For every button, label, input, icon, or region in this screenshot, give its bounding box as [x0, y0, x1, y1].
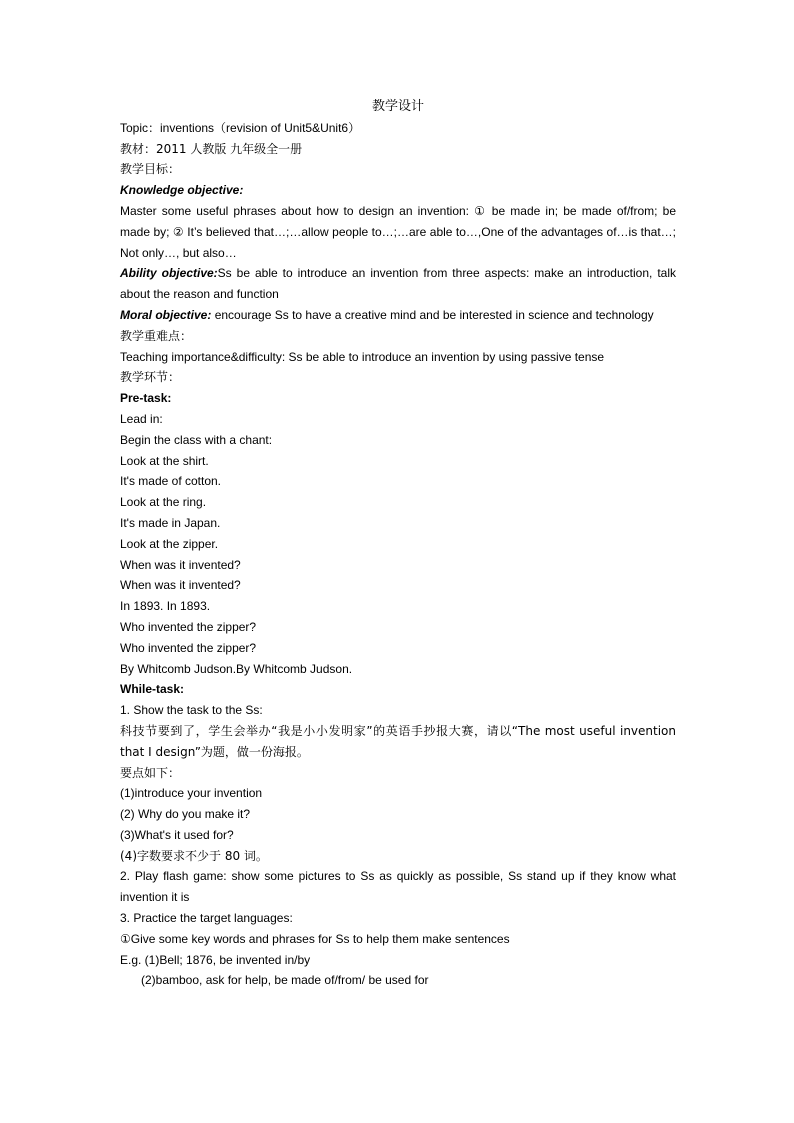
- chant-intro: Begin the class with a chant:: [120, 432, 273, 447]
- textbook-line: 教材：2011 人教版 九年级全一册: [120, 141, 303, 156]
- points-heading: 要点如下：: [120, 765, 181, 780]
- ability-objective-text: Ss be able to introduce an invention from three aspects: make an introduction, talk about the reason and function: [120, 266, 676, 302]
- goals-heading: 教学目标：: [120, 162, 181, 177]
- chant-line: It's made in Japan.: [120, 515, 221, 530]
- chant-line: Who invented the zipper?: [120, 619, 257, 634]
- step1-heading: 1. Show the task to the Ss:: [120, 703, 263, 718]
- chant-line: Look at the zipper.: [120, 536, 219, 551]
- steps-heading: 教学环节：: [120, 370, 181, 385]
- moral-objective: [120, 305, 676, 326]
- step3-heading: 3. Practice the target languages:: [120, 911, 293, 926]
- knowledge-objective-text: Master some useful phrases about how to design an invention: ① be made in; be made of/from; be made by; ② It’s believed that…;…allow people to…;…are able to…,One of the advantages of…is that…; Not only…, but also…: [120, 203, 676, 260]
- knowledge-objective-label: Knowledge objective:: [120, 183, 244, 198]
- point-item: (4)字数要求不少于 80 词。: [120, 848, 268, 863]
- lead-in-label: Lead in:: [120, 411, 163, 426]
- ability-objective: [120, 263, 676, 305]
- point-item: (1)introduce your invention: [120, 786, 263, 801]
- moral-objective-text: encourage Ss to have a creative mind and be interested in science and technology: [211, 307, 654, 322]
- chant-line: Look at the ring.: [120, 495, 207, 510]
- chant-line: Look at the shirt.: [120, 453, 209, 468]
- chant-line: It's made of cotton.: [120, 474, 222, 489]
- chant-line: When was it invented?: [120, 578, 241, 593]
- chant-line: By Whitcomb Judson.By Whitcomb Judson.: [120, 661, 353, 676]
- document-page: [120, 97, 676, 991]
- example-line-1: E.g. (1)Bell; 1876, be invented in/by: [120, 952, 311, 967]
- document-title: 教学设计: [371, 99, 424, 114]
- points-list: [120, 783, 676, 866]
- moral-objective-label: Moral objective:: [120, 307, 212, 322]
- step3-subitem: ①Give some key words and phrases for Ss to help them make sentences: [120, 931, 510, 946]
- point-item: (2) Why do you make it?: [120, 807, 251, 822]
- chant-line: When was it invented?: [120, 557, 241, 572]
- step1-text: 科技节要到了，学生会举办“我是小小发明家”的英语手抄报大赛，请以“The most useful invention that I design”为题，做一份海报。: [120, 723, 676, 759]
- chant-line: Who invented the zipper?: [120, 640, 257, 655]
- point-item: (3)What's it used for?: [120, 827, 234, 842]
- teaching-importance: Teaching importance&difficulty: Ss be able to introduce an invention by using passive tense: [120, 349, 605, 364]
- topic-line: Topic：inventions（revision of Unit5&Unit6）: [120, 120, 361, 135]
- example-line-2: (2)bamboo, ask for help, be made of/from/ be used for: [141, 973, 429, 988]
- chant-line: In 1893. In 1893.: [120, 599, 211, 614]
- key-points-heading: 教学重难点：: [120, 328, 193, 343]
- while-task-label: While-task:: [120, 682, 185, 697]
- ability-objective-label: Ability objective:: [120, 266, 218, 281]
- chant-list: [120, 451, 676, 680]
- pre-task-label: Pre-task:: [120, 391, 172, 406]
- step2-text: 2. Play flash game: show some pictures to Ss as quickly as possible, Ss stand up if they know what invention it is: [120, 869, 676, 905]
